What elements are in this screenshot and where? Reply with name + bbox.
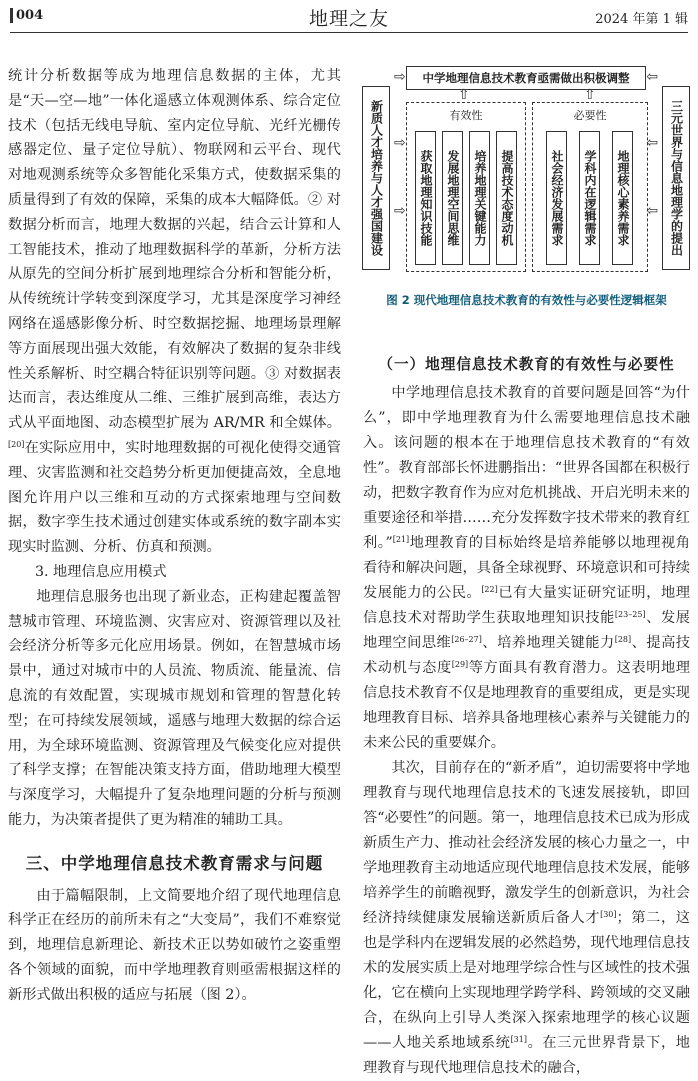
effectiveness-group: [406, 102, 526, 272]
necessity-item: 社会经济发展需求: [546, 131, 567, 265]
ternary-world-box: 三元世界与信息地理学的提出: [662, 86, 690, 270]
effectiveness-label: 有效性: [449, 109, 483, 122]
left-paragraph-2: 地理信息服务也出现了新业态，正构建起覆盖智慧城市管理、环境监测、灾害应对、资源管理以及社会经济分析等多元化应用场景。例如，在智慧城市场景中，通过对城市中的人员流、物质流、能量流、信息流的有效配置，实现城市规划和管理的智慧化转型；在可持续发展领域，遥感与地理大数据的综合运用，为全球环境监测、资源管理及气候变化应对提供了科学支撑；在智能决策支持方面，借助地理大模型与深度学习，大幅提升了复杂地理问题的分析与预测能力，为决策者提供了更为精准的辅助工具。: [8, 588, 341, 828]
ref-23: [23–25]: [614, 610, 646, 619]
arrow-left-mid-icon: ⇨: [394, 135, 406, 151]
adjustment-box: 中学地理信息技术教育亟需做出积极调整: [406, 66, 646, 90]
p1-c: 已有大量实证研究证明，地理信息技术对帮助学生获取地理知识技能: [363, 585, 690, 626]
ref-29: [29]: [451, 660, 469, 669]
arrow-left-top-icon: ⇨: [394, 69, 406, 85]
journal-title: 地理之友: [308, 8, 389, 30]
effectiveness-item: 发展地理空间思维: [442, 131, 463, 265]
ref-28: [28]: [614, 635, 632, 644]
p1-g: 等方面具有教育潜力。这表明地理信息技术教育不仅是地理教育的重要组成，更是实现地理教育目标、培养具备地理核心素养与关键能力的未来公民的重要媒介。: [363, 660, 690, 751]
arrow-right-top-icon: ⇦: [646, 69, 658, 85]
p1-d: 、发展地理空间思维: [363, 610, 690, 651]
issue-label: 2024 年第 1 辑: [595, 12, 688, 27]
ref-22: [22]: [481, 585, 498, 594]
arrow-right-mid2-icon: ⇦: [646, 203, 658, 219]
arrow-up-right-icon: ⇧: [584, 87, 596, 103]
left-column: [8, 64, 341, 1007]
page-header: [10, 0, 688, 32]
p1-b: 地理教育的目标始终是培养能够以地理视角看待和解决问题，具备全球视野、环境意识和可持续发展能力的公民。: [363, 535, 690, 601]
p2-a: 其次，目前存在的“新矛盾”，迫切需要将中学地理教育与现代地理信息技术的飞速发展接轨，即回答“必要性”的问题。第一，地理信息技术已成为形成新质生产力、推动社会经济发展的核心力量之一，中学地理教育主动地适应现代地理信息技术发展，能够培养学生的前瞻视野，激发学生的创新意识，为社会经济持续健康发展输送新质后备人才: [363, 760, 690, 926]
section-title: 三、中学地理信息技术教育需求与问题: [25, 853, 324, 873]
necessity-group: [532, 102, 648, 272]
necessity-item: 学科内在逻辑需求: [579, 131, 600, 265]
arrow-left-mid2-icon: ⇨: [394, 203, 406, 219]
ref-26: [26–27]: [451, 635, 482, 644]
figure-2-framework: [362, 64, 690, 276]
arrow-right-mid-icon: ⇦: [646, 135, 658, 151]
header-rule: [10, 32, 688, 33]
p1-e: 、培养地理关键能力: [481, 635, 615, 651]
ref-31: [31]: [510, 1035, 527, 1044]
right-paragraph-2: [363, 756, 690, 1081]
effectiveness-item: 培养地理关键能力: [469, 131, 490, 265]
p2-c: 。在三元世界背景下，地理教育与现代地理信息技术的融合，: [363, 1035, 690, 1076]
effectiveness-item: 提高技术态度动机: [496, 131, 517, 265]
left-paragraph-3: 由于篇幅限制，上文简要地介绍了现代地理信息科学正在经历的前所未有之“大变局”，我们不难察觉到，地理信息新理论、新技术正以势如破竹之姿重塑各个领域的面貌，而中学地理教育则亟需根据这样的新形式做出积极的适应与拓展（图 2）。: [8, 887, 341, 1003]
para1-tail: 在实际应用中，实时地理数据的可视化使得交通管理、灾害监测和社交趋势分析更加便捷高效，全息地图允许用户以三维和互动的方式探索地理与空间数据，数字孪生技术通过创建实体或系统的数字副本实现实时监测、分析、仿真和预测。: [8, 439, 341, 556]
para1-text: 统计分析数据等成为地理信息数据的主体，尤其是“天—空—地”一体化遥感立体观测体系、综合定位技术（包括无线电导航、室内定位导航、光纤光栅传感器定位、量子定位导航）、物联网和云平台、现代对地观测系统等众多智能化采集方式，使数据采集的质量得到了有效的保障，采集的成本大幅降低。② 对数据分析而言，地理大数据的兴起，结合云计算和人工智能技术，推动了地理数据科学的革新，分析方法从原先的空间分析扩展到地理综合分析和智能分析，从传统统计学转变到深度学习，尤其是深度学习神经网络在遥感影像分析、时空数据挖掘、地理场景理解等方面展现出强大效能，有效解决了数据的复杂非线性关系解析、时空耦合特征识别等问题。③ 对数据表达而言，表达维度从二维、三维扩展到高维，表达方式从平面地图、动态模型扩展为 AR/MR 和全媒体。: [8, 68, 341, 432]
necessity-item: 地理核心素养需求: [612, 131, 633, 265]
figure-caption: 图 2 现代地理信息技术教育的有效性与必要性逻辑框架: [386, 293, 667, 307]
ref-30: [30]: [600, 910, 617, 919]
p1-a: 中学地理信息技术教育的首要问题是回答“为什么”，即中学地理教育为什么需要地理信息技术融入。该问题的根本在于地理信息技术教育的“有效性”。教育部部长怀进鹏指出：“世界各国都在积极行动，把数字教育作为应对危机挑战、开启光明未来的重要途径和举措……充分发挥数字技术带来的教育红利。”: [363, 385, 690, 551]
ref-20: [20]: [8, 439, 25, 449]
effectiveness-item: 获取地理知识技能: [415, 131, 436, 265]
left-paragraph-1: [8, 64, 341, 560]
necessity-label: 必要性: [573, 109, 607, 122]
ref-21: [21]: [392, 535, 410, 544]
right-paragraph-1: [363, 381, 690, 756]
p2-b: ；第二，这也是学科内在逻辑发展的必然趋势，现代地理信息技术的发展实质上是对地理学综合性与区域性的技术强化，它在横向上实现地理学跨学科、跨领域的交叉融合，在纵向上引导人类深入探索地理学的核心议题——人地关系地域系统: [363, 910, 690, 1051]
p1-f: 、提高技术动机与态度: [363, 635, 690, 676]
subsection-title: （一）地理信息技术教育的有效性与必要性: [378, 356, 675, 373]
right-column: [363, 352, 690, 1081]
talent-cultivation-box: 新质人才培养与人才强国建设: [362, 86, 390, 270]
arrow-up-left-icon: ⇧: [458, 87, 470, 103]
subheading-3: 3. 地理信息应用模式: [34, 563, 167, 580]
page-number: 004: [16, 8, 44, 23]
